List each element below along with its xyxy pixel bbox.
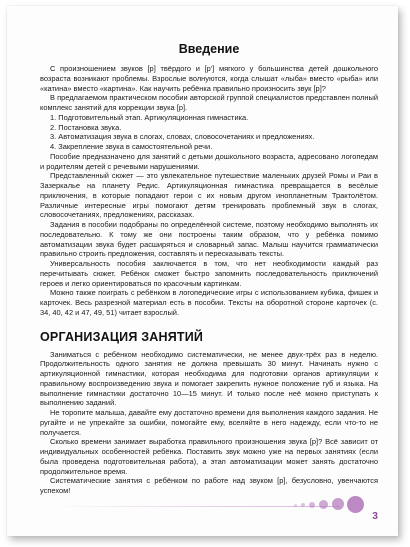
intro-paragraph-7: Можно также поиграть с ребёнком в логопедические игры с использованием кубика, фишек и карточек. Весь разрезной материал есть в пособии. Тексты на оборотной стороне карточек (с. 34, 40, 42 и 47, 49, 51) читает взрослый. [40, 288, 378, 317]
page-content [40, 42, 378, 496]
decor-dot-icon [301, 503, 305, 507]
intro-paragraph-4: Представленный сюжет — это увлекательное путешествие маленьких друзей Ромы и Раи в Зазеркалье на планету Редис. Артикуляционная гимнастика превращается в весёлые приключения, в которые попадают герои с их новым другом инопланетным Трактолётом. Различные интересные игры помогают детям тренировать проблемный звук в слогах, словосочетаниях, предложениях, рассказах. [40, 171, 378, 220]
organization-paragraph-3: Сколько времени занимает выработка правильного произношения звука [р]? Всё зависит от индивидуальных особенностей ребёнка. Поставить звук можно уже на первых занятиях (если была проведена подготовительная работа), а этап автоматизации может занять достаточно продолжительное время. [40, 437, 378, 476]
decor-dot-icon [294, 504, 297, 507]
page-number: 3 [372, 510, 378, 522]
steps-list [50, 113, 378, 152]
organization-heading: ОРГАНИЗАЦИЯ ЗАНЯТИЙ [40, 329, 204, 344]
intro-heading: Введение [178, 42, 240, 56]
organization-paragraph-4: Систематические занятия с ребёнком по работе над звуком [р], безусловно, увенчаются успехом! [40, 476, 378, 495]
intro-paragraph-5: Задания в пособии подобраны по определённой системе, поэтому необходимо выполнять их последовательно. К тому же они построены таким образом, что у ребёнка помимо автоматизации звука будет расширяться и словарный запас. Малыш научится грамматически правильно строить предложения, составлять и пересказывать тексты. [40, 220, 378, 259]
decor-dot-icon [332, 498, 344, 510]
intro-paragraph-2: В предлагаемом практическом пособии авторской группой специалистов представлен полный комплекс занятий для коррекции звука [р]. [40, 93, 378, 112]
intro-paragraph-6: Универсальность пособия заключается в том, что нет необходимости каждый раз перечитывать сюжет. Ребёнок сможет быстро запомнить последовательность приключений героев и легко ориентироваться по красочным картинкам. [40, 259, 378, 288]
list-item: 1. Подготовительный этап. Артикуляционная гимнастика. [50, 112, 249, 122]
organization-paragraph-2: Не торопите малыша, давайте ему достаточно времени для выполнения каждого задания. Не ругайте и не упрекайте за ошибки, помогайте ему, вселяйте в него надежду, если что-то не получается. [40, 408, 378, 437]
decor-dot-icon [319, 500, 328, 509]
decor-dot-icon [347, 496, 364, 513]
book-page [7, 6, 398, 536]
decor-dot-icon [309, 502, 315, 508]
decorative-dots [294, 495, 374, 517]
list-item: 2. Постановка звука. [50, 122, 122, 132]
intro-paragraph-1: С произношением звуков [р] твёрдого и [р'] мягкого у большинства детей дошкольного возраста возникают проблемы. Взрослые волнуются, когда слышат «лыба» вместо «рыба» или «катина» вместо «картина». Как научить ребёнка правильно произносить звук [р]? [40, 64, 378, 93]
page-footer [7, 496, 398, 536]
organization-paragraph-1: Заниматься с ребёнком необходимо систематически, не менее двух-трёх раз в неделю. Продолжительность одного занятия не должна превышать 30 минут. Начинать нужно с артикуляционной гимнастики, которая необходима для подготовки органов артикуляции к правильному воспроизведению звука и помогает закрепить нужное положение губ и языка. На выполнение гимнастики достаточно 10—15 минут. И только после неё можно приступать к выполнению заданий. [40, 349, 378, 408]
list-item: 3. Автоматизация звука в слогах, словах, словосочетаниях и предложениях. [50, 132, 315, 142]
intro-paragraph-3: Пособие предназначено для занятий с детьми дошкольного возраста, адресовано логопедам и родителям детей с речевыми нарушениями. [40, 151, 378, 171]
list-item: 4. Закрепление звука в самостоятельной речи. [50, 142, 213, 151]
